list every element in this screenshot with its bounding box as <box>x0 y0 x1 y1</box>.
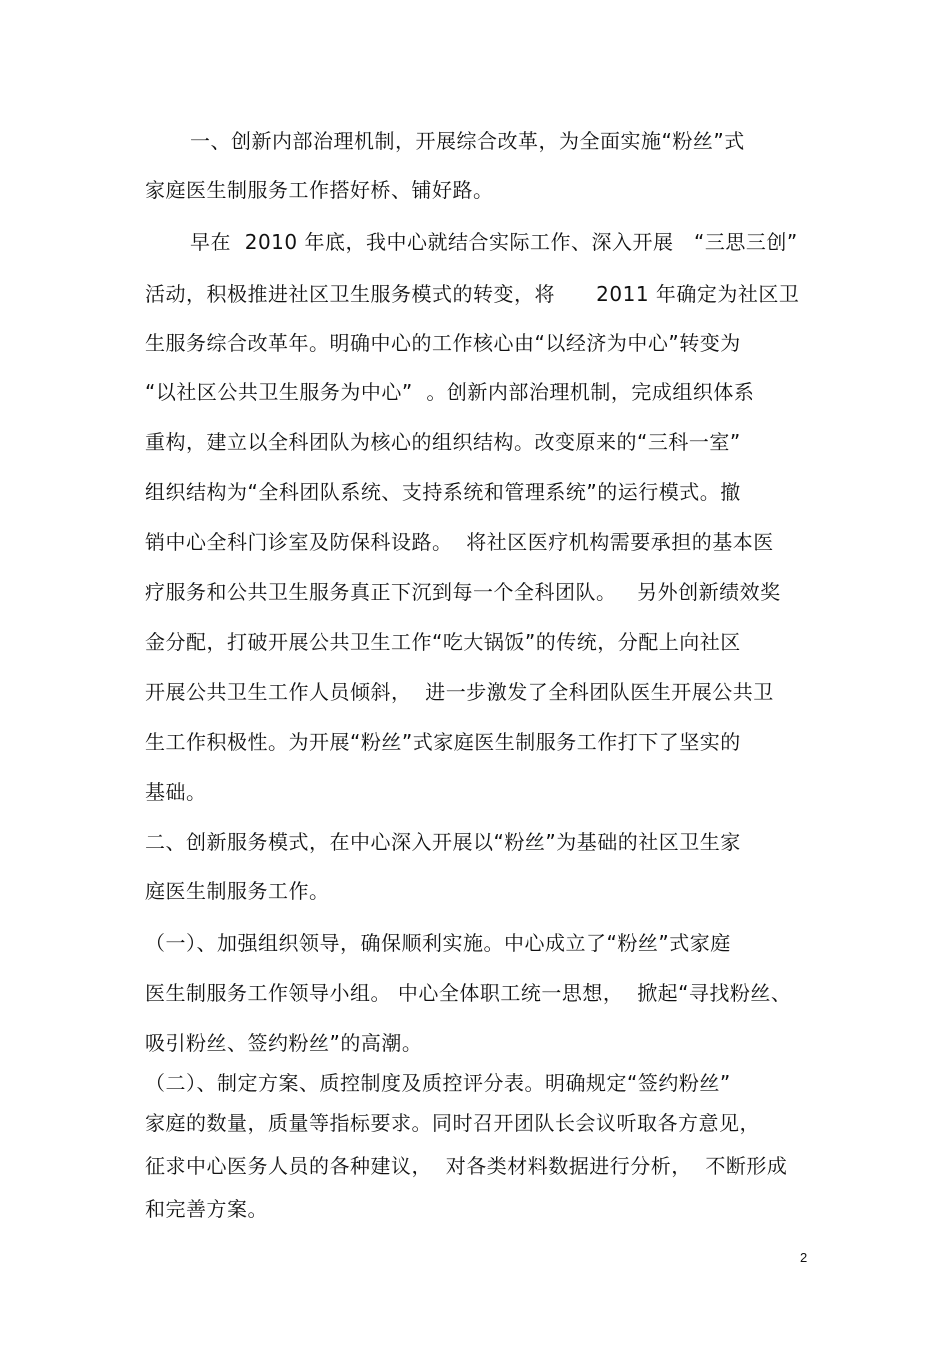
text-line: “以社区公共卫生服务为中心” 。创新内部治理机制，完成组织体系 <box>145 380 755 404</box>
text-line: 家庭医生制服务工作搭好桥、铺好路。 <box>145 178 494 202</box>
text-line: 疗服务和公共卫生服务真正下沉到每一个全科团队。 另外创新绩效奖 <box>145 580 781 604</box>
text-line: 重构，建立以全科团队为核心的组织结构。改变原来的“三科一室” <box>145 430 741 454</box>
text-line: 吸引粉丝、签约粉丝”的高潮。 <box>145 1031 423 1055</box>
text-line: 家庭的数量，质量等指标要求。同时召开团队长会议听取各方意见， <box>145 1111 760 1135</box>
text-line: 销中心全科门诊室及防保科设路。 将社区医疗机构需要承担的基本医 <box>145 530 774 554</box>
text-line: 组织结构为“全科团队系统、支持系统和管理系统”的运行模式。撤 <box>145 480 741 504</box>
text-line: 金分配，打破开展公共卫生工作“吃大锅饭”的传统，分配上向社区 <box>145 630 741 654</box>
text-line: 生工作积极性。为开展“粉丝”式家庭医生制服务工作打下了坚实的 <box>145 730 741 754</box>
text-line: （一）、加强组织领导，确保顺利实施。中心成立了“粉丝”式家庭 <box>145 931 731 955</box>
text-line: 活动，积极推进社区卫生服务模式的转变，将 2011 年确定为社区卫 <box>145 282 800 306</box>
text-line: 医生制服务工作领导小组。 中心全体职工统一思想， 掀起“寻找粉丝、 <box>145 981 792 1005</box>
text-line: （二）、制定方案、质控制度及质控评分表。明确规定“签约粉丝” <box>145 1071 731 1095</box>
page-number: 2 <box>800 1250 808 1265</box>
text-line: 早在 2010 年底，我中心就结合实际工作、深入开展 “三思三创” <box>190 230 798 254</box>
text-line: 和完善方案。 <box>145 1197 268 1221</box>
text-line: 庭医生制服务工作。 <box>145 879 330 903</box>
text-line: 开展公共卫生工作人员倾斜， 进一步激发了全科团队医生开展公共卫 <box>145 680 774 704</box>
text-line: 生服务综合改革年。明确中心的工作核心由“以经济为中心”转变为 <box>145 331 741 355</box>
text-line: 征求中心医务人员的各种建议， 对各类材料数据进行分析， 不断形成 <box>145 1154 788 1178</box>
text-line: 一、创新内部治理机制，开展综合改革，为全面实施“粉丝”式 <box>190 129 745 153</box>
text-line: 二、创新服务模式，在中心深入开展以“粉丝”为基础的社区卫生家 <box>145 830 741 854</box>
text-line: 基础。 <box>145 780 207 804</box>
